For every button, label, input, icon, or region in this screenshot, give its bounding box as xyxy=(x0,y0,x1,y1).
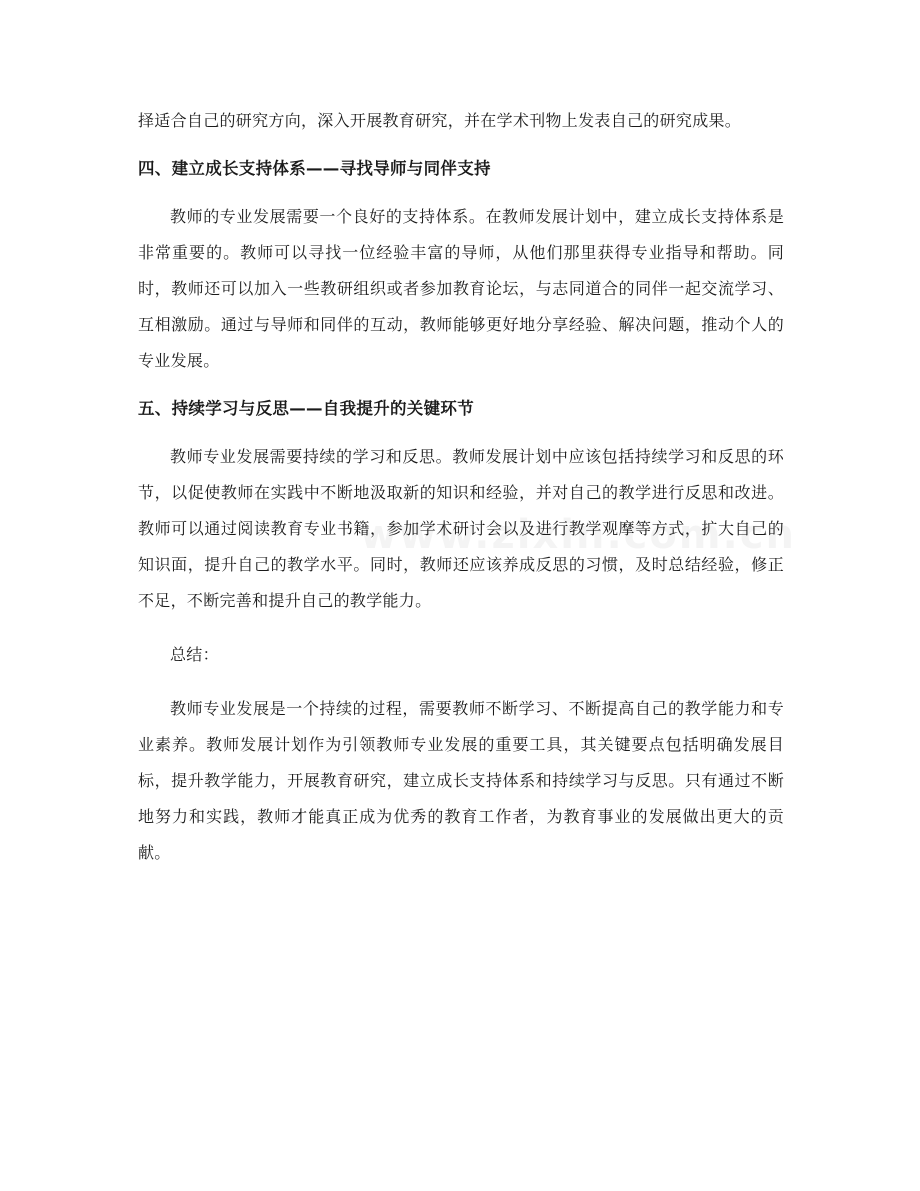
intro-paragraph-tail: 择适合自己的研究方向，深入开展教育研究，并在学术刊物上发表自己的研究成果。 xyxy=(138,111,742,130)
summary-paragraph: 教师专业发展是一个持续的过程，需要教师不断学习、不断提高自己的教学能力和专业素养。教师发展计划作为引领教师专业发展的重要工具，其关键要点包括明确发展目标，提升教学能力，开展教育研究，建立成长支持体系和持续学习与反思。只有通过不断地努力和实践，教师才能真正成为优秀的教育工作者，为教育事业的发展做出更大的贡献。 xyxy=(138,699,784,862)
section-4-heading: 四、建立成长支持体系——寻找导师与同伴支持 xyxy=(138,159,491,178)
summary-label: 总结： xyxy=(170,645,219,664)
section-4-paragraph: 教师的专业发展需要一个良好的支持体系。在教师发展计划中，建立成长支持体系是非常重要的。教师可以寻找一位经验丰富的导师，从他们那里获得专业指导和帮助。同时，教师还可以加入一些教研组织或者参加教育论坛，与志同道合的同伴一起交流学习、互相激励。通过与导师和同伴的互动，教师能够更好地分享经验、解决问题，推动个人的专业发展。 xyxy=(138,207,784,370)
section-5-paragraph: 教师专业发展需要持续的学习和反思。教师发展计划中应该包括持续学习和反思的环节，以促使教师在实践中不断地汲取新的知识和经验，并对自己的教学进行反思和改进。教师可以通过阅读教育专业书籍，参加学术研讨会以及进行教学观摩等方式，扩大自己的知识面，提升自己的教学水平。同时，教师还应该养成反思的习惯，及时总结经验，修正不足，不断完善和提升自己的教学能力。 xyxy=(138,447,784,610)
section-5-heading: 五、持续学习与反思——自我提升的关键环节 xyxy=(138,399,474,418)
document-body xyxy=(138,103,784,871)
